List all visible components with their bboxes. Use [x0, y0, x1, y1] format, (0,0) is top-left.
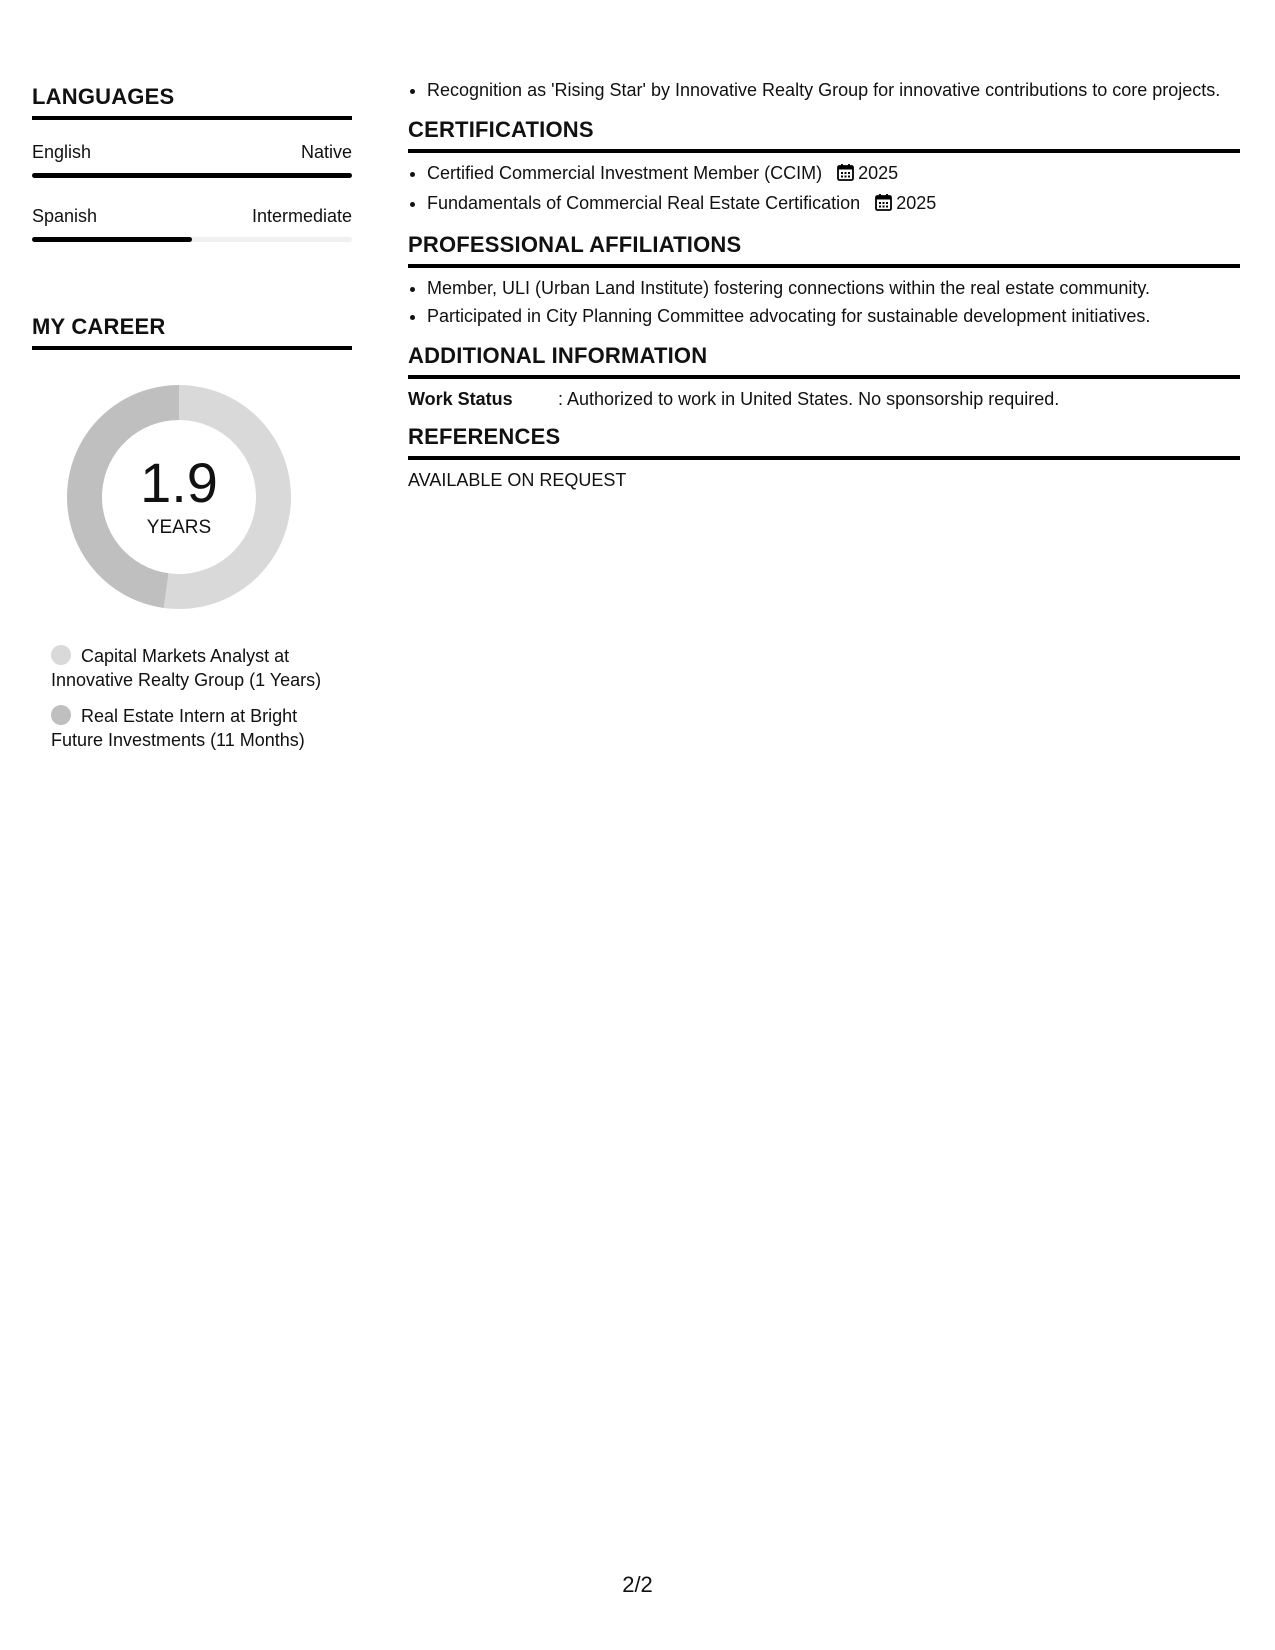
references-heading: REFERENCES	[408, 424, 1240, 460]
affiliations-heading: PROFESSIONAL AFFILIATIONS	[408, 232, 1240, 268]
awards-list	[408, 78, 1240, 103]
certification-name: Fundamentals of Commercial Real Estate Certification	[427, 193, 861, 213]
language-item	[32, 142, 352, 178]
language-level: Native	[300, 142, 352, 162]
certification-year: 2025	[896, 193, 937, 213]
page-number: 2/2	[622, 1572, 653, 1597]
career-section	[32, 314, 352, 752]
career-total-value: 1.9	[140, 451, 218, 514]
career-total-unit: YEARS	[146, 517, 212, 538]
affiliation-item: • Participated in City Planning Committee advocating for sustainable development initiatives.	[427, 304, 1240, 329]
references-text: AVAILABLE ON REQUEST	[408, 470, 627, 490]
language-proficiency-bar	[32, 173, 352, 178]
calendar-icon	[837, 163, 854, 188]
legend-label: Capital Markets Analyst at Innovative Realty Group (1 Years)	[51, 646, 322, 690]
language-proficiency-fill	[32, 237, 192, 242]
affiliations-list	[408, 276, 1240, 329]
certifications-list	[408, 161, 1240, 218]
left-column	[32, 84, 352, 764]
work-status-row	[408, 389, 1240, 410]
language-item	[32, 206, 352, 242]
right-column	[408, 78, 1240, 491]
affiliation-item: • Member, ULI (Urban Land Institute) fostering connections within the real estate community.	[427, 276, 1240, 301]
language-proficiency-fill	[32, 173, 352, 178]
certifications-heading: CERTIFICATIONS	[408, 117, 1240, 153]
certification-item	[427, 191, 1240, 218]
calendar-icon	[875, 193, 892, 218]
certification-name: Certified Commercial Investment Member (CCIM)	[427, 163, 823, 183]
languages-section	[32, 84, 352, 242]
award-item: • Recognition as 'Rising Star' by Innovative Realty Group for innovative contributions to core projects.	[427, 78, 1240, 103]
legend-dot	[51, 645, 71, 665]
legend-item	[51, 704, 331, 752]
certification-year: 2025	[858, 163, 899, 183]
language-name: English	[32, 142, 92, 162]
languages-heading: LANGUAGES	[32, 84, 352, 120]
career-heading: MY CAREER	[32, 314, 352, 350]
legend-dot	[51, 705, 71, 725]
certification-item	[427, 161, 1240, 188]
language-proficiency-bar	[32, 237, 352, 242]
work-status-key: Work Status	[408, 389, 513, 409]
language-name: Spanish	[32, 206, 98, 226]
career-donut-chart	[32, 374, 352, 614]
legend-label: Real Estate Intern at Bright Future Investments (11 Months)	[51, 706, 305, 750]
additional-info-heading: ADDITIONAL INFORMATION	[408, 343, 1240, 379]
work-status-value: : Authorized to work in United States. No sponsorship required.	[558, 389, 1060, 409]
legend-item	[51, 644, 331, 692]
career-legend	[32, 644, 331, 752]
language-level: Intermediate	[251, 206, 352, 226]
